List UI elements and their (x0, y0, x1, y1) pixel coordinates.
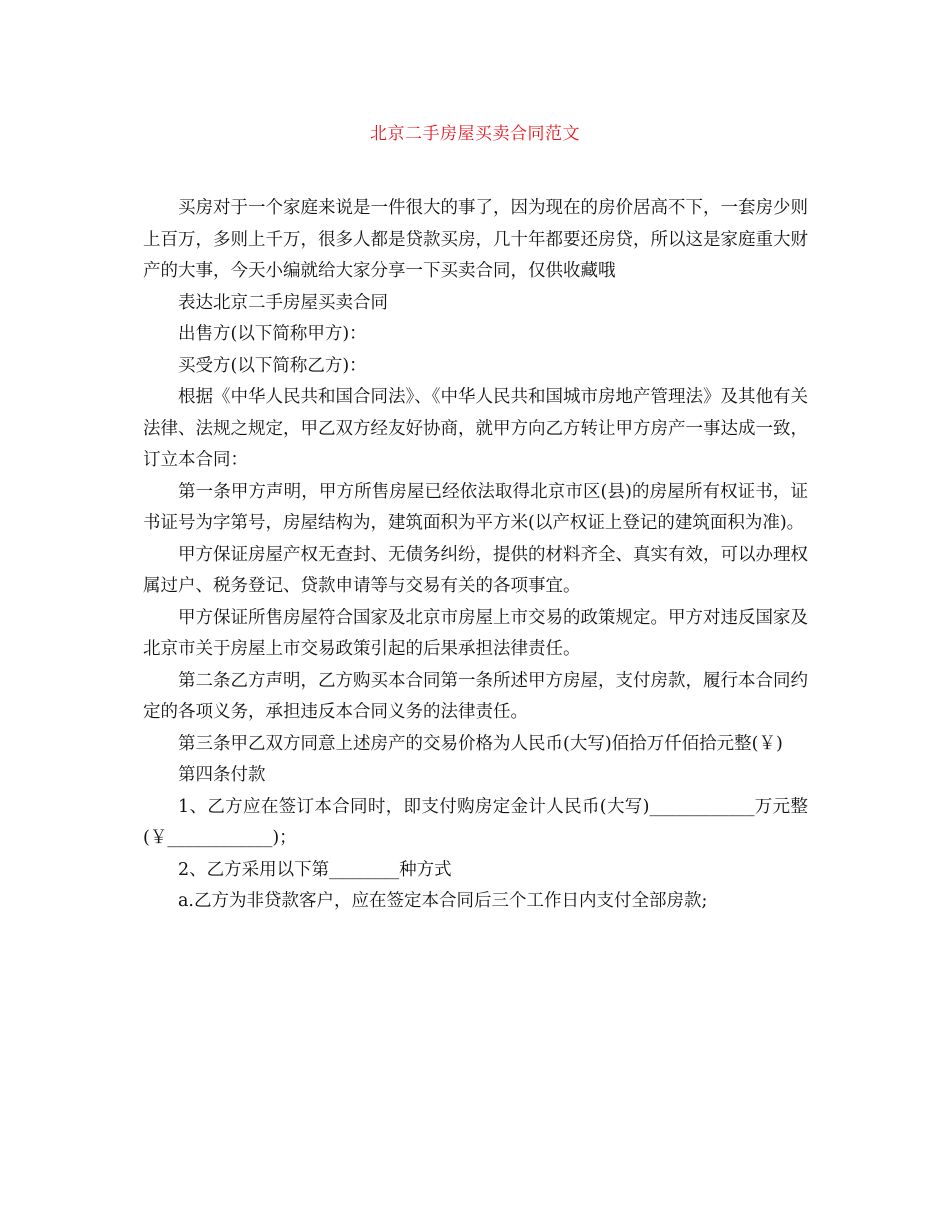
paragraph-article-1: 第一条甲方声明，甲方所售房屋已经依法取得北京市区(县)的房屋所有权证书，证书证号为字第号，房屋结构为，建筑面积为平方米(以产权证上登记的建筑面积为准)。 (143, 481, 808, 533)
paragraph-article-3: 第三条甲乙双方同意上述房产的交易价格为人民币(大写)佰拾万仟佰拾元整(￥) (178, 733, 783, 754)
paragraph-legal-basis: 根据《中华人民共和国合同法》、《中华人民共和国城市房地产管理法》及其他有关法律、法规之规定，甲乙双方经友好协商，就甲方向乙方转让甲方房产一事达成一致，订立本合同： (143, 387, 808, 470)
paragraph-contract-name: 表达北京二手房屋买卖合同 (178, 292, 388, 313)
paragraph-buyer: 买受方(以下简称乙方)： (178, 355, 367, 376)
paragraph-seller: 出售方(以下简称甲方)： (178, 324, 367, 344)
paragraph-payment-2: 2、乙方采用以下第________种方式 (178, 859, 452, 880)
paragraph-article-4: 第四条付款 (178, 765, 266, 785)
paragraph-intro: 买房对于一个家庭来说是一件很大的事了，因为现在的房价居高不下，一套房少则上百万，多则上千万，很多人都是贷款买房，几十年都要还房贷，所以这是家庭重大财产的大事，今天小编就给大家分享一下买卖合同，仅供收藏哦 (143, 198, 808, 281)
paragraph-payment-a: a.乙方为非贷款客户，应在签定本合同后三个工作日内支付全部房款; (178, 891, 708, 911)
document-body (143, 193, 808, 918)
paragraph-article-2: 第二条乙方声明，乙方购买本合同第一条所述甲方房屋，支付房款，履行本合同约定的各项义务，承担违反本合同义务的法律责任。 (143, 670, 808, 722)
paragraph-seller-guarantee-2: 甲方保证所售房屋符合国家及北京市房屋上市交易的政策规定。甲方对违反国家及北京市关于房屋上市交易政策引起的后果承担法律责任。 (143, 607, 808, 659)
paragraph-seller-guarantee-1: 甲方保证房屋产权无查封、无债务纠纷，提供的材料齐全、真实有效，可以办理权属过户、税务登记、贷款申请等与交易有关的各项事宜。 (143, 544, 808, 596)
document-title: 北京二手房屋买卖合同范文 (370, 124, 580, 144)
paragraph-payment-1: 1、乙方应在签订本合同时，即支付购房定金计人民币(大写)____________万元整(￥____________)； (143, 796, 808, 848)
